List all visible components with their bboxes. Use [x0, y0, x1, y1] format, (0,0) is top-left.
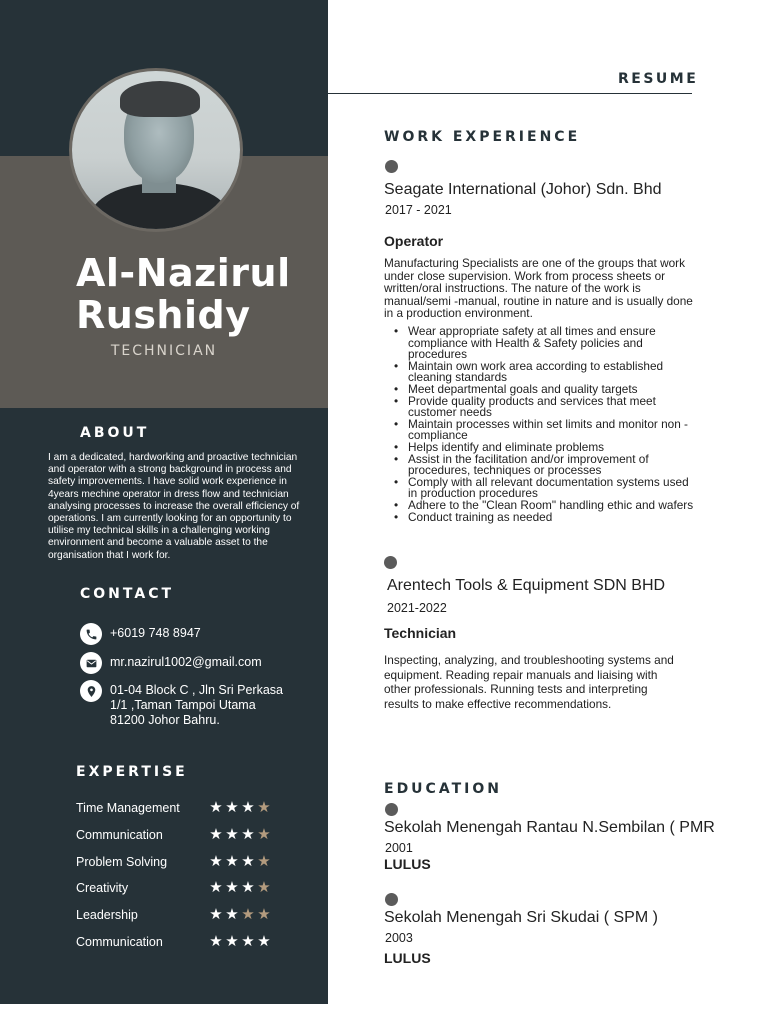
star-filled-icon: ★ [209, 826, 223, 843]
company-name: Seagate International (Johor) Sdn. Bhd [384, 181, 662, 198]
address-block [110, 683, 283, 728]
company-name: Arentech Tools & Equipment SDN BHD [387, 577, 666, 594]
skill-row [76, 935, 276, 953]
star-empty-icon: ★ [257, 879, 271, 896]
star-filled-icon: ★ [241, 933, 255, 950]
education-year: 2003 [385, 931, 413, 945]
skill-label: Communication [76, 935, 163, 949]
work-experience-heading: WORK EXPERIENCE [384, 129, 581, 145]
star-filled-icon: ★ [241, 799, 255, 816]
star-filled-icon: ★ [225, 826, 239, 843]
duty-item: • Helps identify and eliminate problems [408, 442, 700, 454]
job-title: Technician [384, 625, 457, 641]
duty-item: • Adhere to the "Clean Room" handling ethic and wafers [408, 500, 700, 512]
skill-label: Leadership [76, 908, 138, 922]
star-filled-icon: ★ [209, 906, 223, 923]
skill-row [76, 908, 276, 926]
duty-item: • Maintain own work area according to established cleaning standards [408, 361, 700, 384]
star-empty-icon: ★ [257, 799, 271, 816]
star-filled-icon: ★ [209, 933, 223, 950]
first-name: Al-Nazirul [76, 251, 291, 295]
star-empty-icon: ★ [257, 826, 271, 843]
skill-label: Time Management [76, 801, 180, 815]
duty-item: • Conduct training as needed [408, 512, 700, 524]
skill-label: Creativity [76, 881, 129, 895]
star-filled-icon: ★ [241, 853, 255, 870]
duty-item: • Maintain processes within set limits and monitor non -compliance [408, 419, 700, 442]
education-status: LULUS [384, 856, 431, 872]
star-filled-icon: ★ [257, 933, 271, 950]
job-years: 2021-2022 [387, 601, 447, 615]
timeline-dot [384, 556, 397, 569]
star-empty-icon: ★ [257, 906, 271, 923]
star-filled-icon: ★ [209, 879, 223, 896]
duty-item: • Assist in the facilitation and/or improvement of procedures, techniques or processes [408, 454, 700, 477]
expertise-heading: EXPERTISE [76, 764, 188, 780]
star-filled-icon: ★ [209, 799, 223, 816]
star-filled-icon: ★ [241, 879, 255, 896]
skill-rating [208, 826, 272, 844]
skill-label: Communication [76, 828, 163, 842]
skill-label: Problem Solving [76, 855, 168, 869]
last-name: Rushidy [76, 293, 251, 337]
star-filled-icon: ★ [225, 933, 239, 950]
duty-item: • Wear appropriate safety at all times and ensure compliance with Health & Safety policies and procedures [408, 326, 700, 361]
phone-number[interactable]: +6019 748 8947 [110, 626, 201, 640]
star-empty-icon: ★ [241, 906, 255, 923]
job-title: Operator [384, 233, 444, 249]
location-pin-icon [80, 680, 102, 702]
about-text: I am a dedicated, hardworking and proactive technician and operator with a strong background in process and safety improvements. I have solid work experience in 4years mechine operator in dress flow and technician analysing processes to increase the overall efficiency of operations. I am currently looking for an opportunity to utilise my technical skills in a challenging working environment and become a valuable asset to the organisation that I work for. [48, 452, 300, 561]
contact-address [80, 683, 283, 728]
timeline-dot [385, 160, 398, 173]
skill-row [76, 828, 276, 846]
about-heading: ABOUT [80, 425, 150, 441]
skill-rating [208, 906, 272, 924]
skill-row [76, 855, 276, 873]
star-filled-icon: ★ [225, 906, 239, 923]
address-line: 01-04 Block C , Jln Sri Perkasa [110, 683, 283, 697]
contact-phone [80, 626, 201, 645]
skill-row [76, 881, 276, 899]
email-address[interactable]: mr.nazirul1002@gmail.com [110, 655, 262, 669]
full-name [76, 252, 291, 336]
star-empty-icon: ★ [257, 853, 271, 870]
role-title: TECHNICIAN [110, 343, 218, 359]
duty-item: • Provide quality products and services that meet customer needs [408, 396, 700, 419]
education-year: 2001 [385, 841, 413, 855]
address-line: 1/1 ,Taman Tampoi Utama [110, 698, 256, 712]
skill-rating [208, 933, 272, 951]
education-status: LULUS [384, 950, 431, 966]
job-years: 2017 - 2021 [385, 203, 452, 217]
address-line: 81200 Johor Bahru. [110, 713, 220, 727]
skill-rating [208, 879, 272, 897]
job-duties [408, 326, 700, 523]
resume-label: RESUME [618, 71, 699, 87]
skill-row [76, 801, 276, 819]
contact-heading: CONTACT [80, 586, 175, 602]
school-name: Sekolah Menengah Rantau N.Sembilan ( PMR [384, 819, 715, 836]
duty-item: • Meet departmental goals and quality targets [408, 384, 700, 396]
star-filled-icon: ★ [225, 879, 239, 896]
school-name: Sekolah Menengah Sri Skudai ( SPM ) [384, 909, 658, 926]
star-filled-icon: ★ [225, 799, 239, 816]
job-summary: Manufacturing Specialists are one of the groups that work under close supervision. Work from process sheets or written/oral instructions. The nature of the work is manual/semi -manual, routine in nature and is usually done in a production environment. [384, 256, 693, 320]
star-filled-icon: ★ [225, 853, 239, 870]
header-divider [328, 93, 692, 94]
skill-rating [208, 853, 272, 871]
contact-email [80, 655, 262, 674]
mail-icon [80, 652, 102, 674]
star-filled-icon: ★ [241, 826, 255, 843]
phone-icon [80, 623, 102, 645]
education-heading: EDUCATION [384, 781, 502, 797]
profile-photo [69, 68, 243, 232]
timeline-dot [385, 803, 398, 816]
timeline-dot [385, 893, 398, 906]
duty-item: • Comply with all relevant documentation systems used in production procedures [408, 477, 700, 500]
star-filled-icon: ★ [209, 853, 223, 870]
skill-rating [208, 799, 272, 817]
job-summary: Inspecting, analyzing, and troubleshooting systems and equipment. Reading repair manuals and liaising with other professionals. Running tests and interpreting results to make effective recommendations. [384, 653, 674, 711]
